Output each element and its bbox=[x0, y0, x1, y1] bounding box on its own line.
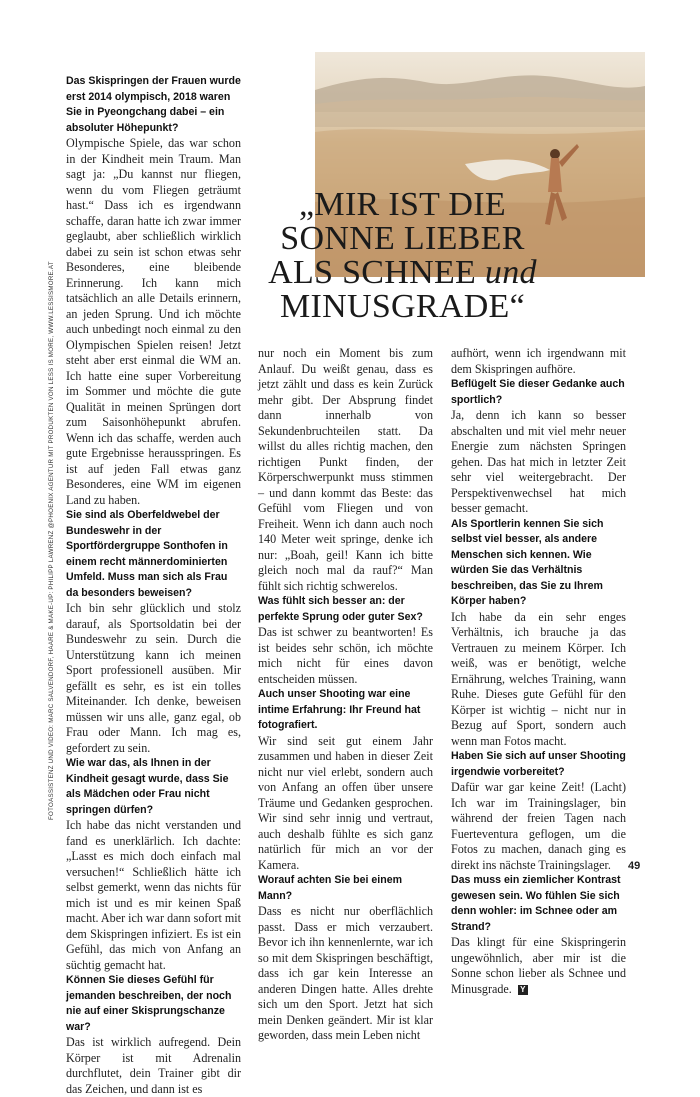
interview-question: Das Skispringen der Frauen wurde erst 2014 olympisch, 2018 waren Sie in Pyeongchang dabei – ein absoluter Höhepunkt? bbox=[66, 75, 241, 134]
interview-question: Worauf achten Sie bei einem Mann? bbox=[258, 874, 403, 902]
interview-answer: Das ist wirklich aufregend. Dein Körper ist mit Adrenalin durchflutet, dein Trainer gibt dir das Zeichen, und dann ist es bbox=[66, 1035, 241, 1096]
photo-credit: FOTOASSISTENZ UND VIDEO: MARC SALVENDORF, HAARE & MAKE-UP: PHILIPP LAWRENZ @PHOENIX AGENTUR MIT PRODUKTEN VON LESS IS MORE, WWW.LESSISMORE.AT bbox=[48, 261, 55, 820]
interview-question: Als Sportlerin kennen Sie sich selbst viel besser, als andere Menschen sich kennen. Wie würden Sie das Verhältnis beschreiben, das Sie zu Ihrem Körper haben? bbox=[451, 517, 604, 607]
column-1 bbox=[66, 74, 241, 1097]
interview-answer: Ich habe da ein sehr enges Verhältnis, ich brauche ja das Vertrauen zu meinem Körper. Ich weiß, was er benötigt, welche Ernährung, welches Training, wann Ruhe. Dieses gute Gefühl für den Körper ist wichtig – nicht nur in Bezug auf Sport, sondern auch wenn man Fotos macht. bbox=[451, 609, 626, 748]
interview-answer: Olympische Spiele, das war schon in der Kindheit mein Traum. Man sagt ja: „Du kannst nur fliegen, wenn du vom Fliegen geträumt hast.“ Dass ich es irgendwann schaffe, daran hatte ich zwar immer geglaubt, aber schließlich wirklich dabei zu sein ist schon etwas sehr Besonderes, eine bleibende Erinnerung. Ich kann mich tatsächlich an alle Details erinnern, an jeden Sprung. Und ich möchte auch unbedingt noch einmal zu den Olympischen Spielen reisen! Jetzt steht aber erst einmal die WM an. Ich hatte eine super Vorbereitung im Sommer und möchte die gute Qualität in meinen Sprüngen dort zum Saisonhöhepunkt abrufen. Wenn ich das schaffe, werden auch gute Ergebnisse herausspringen. Es ist auf jeden Fall etwas ganz Besonderes, eine WM im eigenen Land zu haben. bbox=[66, 136, 241, 507]
interview-question: Beflügelt Sie dieser Gedanke auch sportlich? bbox=[451, 378, 625, 406]
interview-answer: Das ist schwer zu beantworten! Es ist beides sehr schön, ich möchte mich nicht für eines davon entscheiden müssen. bbox=[258, 625, 433, 686]
end-mark-icon: Y bbox=[518, 985, 528, 995]
pull-quote bbox=[255, 188, 550, 324]
interview-answer-text: Das klingt für eine Skispringerin ungewöhnlich, aber mir ist die Sonne schon lieber als Schnee und Minusgrade. bbox=[451, 935, 626, 996]
pull-quote-line: „MIR IST DIE bbox=[299, 186, 506, 223]
interview-answer: Ich bin sehr glücklich und stolz darauf, als Sportsoldatin bei der Bundeswehr zu sein. Durch die Unterstützung kann ich meinen Sport professionell ausüben. Mir gefällt es sehr, es ist ein tolles Miteinander. Ich denke, beweisen müssen wir uns alle, ganz egal, ob Frau oder Mann. Ich mag es, gefordert zu sein. bbox=[66, 601, 241, 755]
interview-question: Haben Sie sich auf unser Shooting irgendwie vorbereitet? bbox=[451, 750, 626, 778]
pull-quote-line bbox=[255, 256, 550, 290]
column-3 bbox=[451, 346, 626, 997]
interview-question: Das muss ein ziemlicher Kontrast gewesen sein. Wo fühlen Sie sich denn wohler: im Schnee oder am Strand? bbox=[451, 874, 621, 933]
interview-question: Sie sind als Oberfeldwebel der Bundeswehr in der Sportfördergruppe Sonthofen in einem recht männerdominierten Umfeld. Muss man sich als Frau da besonders beweisen? bbox=[66, 509, 228, 599]
page-number: 49 bbox=[628, 860, 641, 872]
interview-answer: Wir sind seit gut einem Jahr zusammen und haben in dieser Zeit nicht nur viel erlebt, sondern auch von Anfang an offen über unsere Träume und Gedanken gesprochen. Wir sind sehr innig und vertraut, auch deshalb fühlte es sich ganz natürlich für mich an vor der Kamera. bbox=[258, 733, 433, 872]
interview-question: Was fühlt sich besser an: der perfekte Sprung oder guter Sex? bbox=[258, 595, 423, 623]
column-2 bbox=[258, 346, 433, 1044]
interview-answer: Ich habe das nicht verstanden und fand es unerklärlich. Ich dachte: „Lasst es mich doch einfach mal versuchen!“ Schließlich hätte ich selbst gemerkt, wenn das nichts für mich ist und es mir keinen Spaß macht. Aber ich war dann sofort mit dem Skispringen infiziert. Es ist ein Gefühl, das mich von Anfang an süchtig gemacht hat. bbox=[66, 818, 241, 972]
interview-question: Auch unser Shooting war eine intime Erfahrung: Ihr Freund hat fotografiert. bbox=[258, 688, 421, 731]
pull-quote-italic: und bbox=[484, 254, 537, 291]
interview-answer: Dass es nicht nur oberflächlich passt. Dass er mich verzaubert. Bevor ich ihn kennenlernte, war ich so mit dem Skispringen beschäftigt, dass ich gar kein Interesse an anderen Dingen hatte. Alles drehte sich um den Sport. Jetzt hat sich mein Denken geändert. Mir ist klar geworden, dass mein Leben nicht bbox=[258, 904, 433, 1042]
interview-answer: Ja, denn ich kann so besser abschalten und mit viel mehr neuer Energie zum nächsten Springen gehen. Das hat mich in letzter Zeit sehr viel weitergebracht. Der Perspektivenwechsel hat mich besser gemacht. bbox=[451, 408, 626, 515]
pull-quote-line: MINUSGRADE“ bbox=[279, 288, 526, 325]
interview-answer: aufhört, wenn ich irgendwann mit dem Skispringen aufhöre. bbox=[451, 346, 626, 376]
interview-question: Wie war das, als Ihnen in der Kindheit gesagt wurde, dass Sie als Mädchen oder Frau nicht springen dürfen? bbox=[66, 757, 229, 816]
pull-quote-line: SONNE LIEBER bbox=[280, 220, 525, 257]
pull-quote-text: ALS SCHNEE bbox=[268, 254, 485, 291]
interview-question: Können Sie dieses Gefühl für jemanden beschreiben, der noch nie auf einer Skisprungschanze war? bbox=[66, 974, 232, 1033]
interview-answer: Dafür war gar keine Zeit! (Lacht) Ich war im Trainingslager, bin während der freien Tagen nach Fuerteventura geflogen, um die Fotos zu machen, danach ging es direkt ins nächste Trainingslager. bbox=[451, 780, 626, 872]
interview-answer: nur noch ein Moment bis zum Anlauf. Du weißt genau, dass es jetzt zählt und dass es kein Zurück mehr gibt. Der Absprung findet dann innerhalb von Sekundenbruchteilen statt. Da willst du alles richtig machen, den richtigen Punkt finden, der Körperschwerpunkt muss stimmen – und dann kommt das Beste: das Gefühl vom Fliegen und von Freiheit. Wenn ich dann auch noch 140 Meter weit springe, denke ich nur: „Boah, geil! Kann ich bitte gleich noch mal da rauf?“ Man fühlt sich richtig schwerelos. bbox=[258, 346, 433, 593]
interview-answer bbox=[451, 935, 626, 997]
